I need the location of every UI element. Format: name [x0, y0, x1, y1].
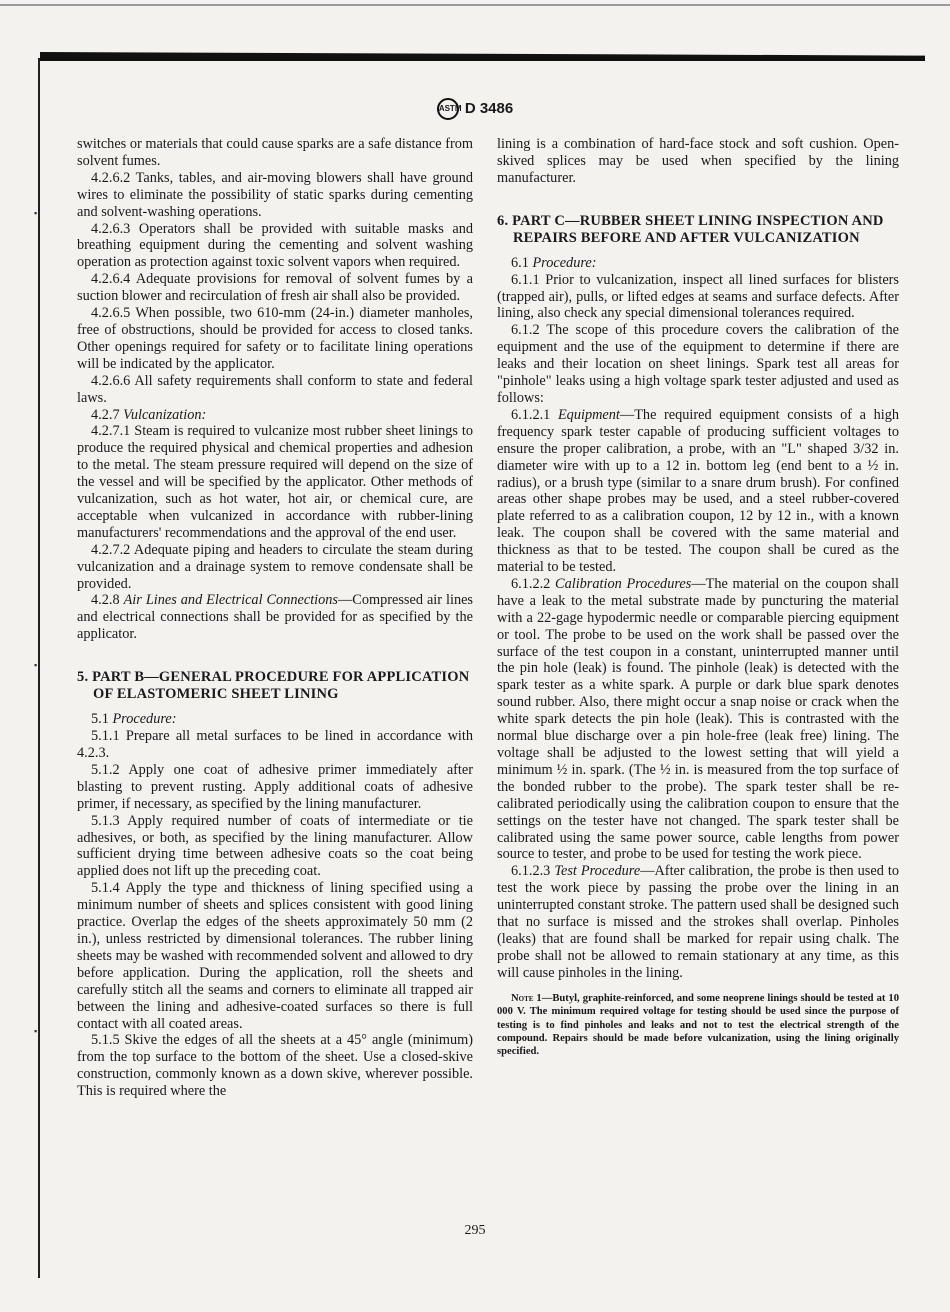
scan-speck: ▪: [34, 208, 38, 218]
section-title: Calibration Procedures: [555, 575, 692, 592]
note-label: Note 1: [511, 992, 542, 1004]
paragraph-4-2-6-4: 4.2.6.4 Adequate provisions for removal of solvent fumes by a suction blower and recirculation of fresh air shall also be provided.: [77, 271, 473, 305]
paragraph-6-1-2-3: [497, 863, 899, 981]
paragraph-5-1-3: 5.1.3 Apply required number of coats of intermediate or tie adhesives, or both, as specified by the lining manufacturer. Allow sufficient drying time between adhesive coats so the coat being applied does not lift up the preceding coat.: [77, 812, 473, 880]
note-1: [497, 992, 899, 1059]
paragraph-6-1-1: 6.1.1 Prior to vulcanization, inspect all lined surfaces for blisters (trapped air), pulls, or lifted edges at seams and surface defects. After lining, also check any special dimensional tolerances required.: [497, 271, 899, 322]
paragraph-text: —The material on the coupon shall have a leak to the metal substrate made by puncturing the material with a 22-gage hypodermic needle or comparable piercing equipment or tool. The probe to be used on the work shall be passed over the surface of the test coupon in a constant, uninterrupted manner until the pin hole (leak) is found. The pinhole (leak) is detected with the spark tester as a white spark. A purple or dark blue spark denotes sound rubber. Also, there might occur a snap noise or crack when the white spark detects the pin hole (leak). This is contrasted with the normal blue discharge over a pin hole-free (leak free) lining. The voltage shall be adjusted to the lowest setting that will yield a minimum ½ in. spark. (The ½ in. is measured from the top surface of the bonded rubber to the probe). The spark tester shall be re-calibrated periodically using the calibration coupon to ensure that the settings on the tester have not changed. The spark tester shall be calibrated using the same power source, cable lengths from power source to tester, and probe to be used for testing the work piece.: [497, 575, 899, 863]
paragraph-4-2-8: [77, 592, 473, 643]
section-title: Air Lines and Electrical Connections: [123, 592, 338, 609]
section-6-heading: 6. PART C—RUBBER SHEET LINING INSPECTION AND REPAIRS BEFORE AND AFTER VULCANIZATION: [497, 212, 884, 246]
paragraph: lining is a combination of hard-face stock and soft cushion. Open-skived splices may be used when specified by the lining manufacturer.: [497, 136, 899, 186]
section-title: Vulcanization:: [123, 406, 207, 423]
section-5-heading: 5. PART B—GENERAL PROCEDURE FOR APPLICATION OF ELASTOMERIC SHEET LINING: [77, 669, 470, 703]
paragraph-6-1-2: 6.1.2 The scope of this procedure covers the calibration of the equipment and the use of the equipment to determine if there are leaks and their location on sheet linings. Spark test all areas for "pinhole" leaks using a high voltage spark tester adjusted and used as follows:: [497, 322, 899, 406]
subsection-5-1: [77, 711, 473, 728]
section-number: 4.2.7: [91, 406, 120, 423]
binding-edge-rule: [38, 58, 40, 1278]
paragraph-5-1-4: 5.1.4 Apply the type and thickness of lining specified using a minimum number of sheets and splices consistent with good lining practice. Overlap the edges of the sheets approximately 50 mm (2 in.), unless restricted by dimensional tolerances. The rubber lining sheets may be washed with recommended solvent and allowed to dry before application. During the application, roll the sheets and carefully stitch all the seams and corners to eliminate all trapped air between the lining and adhesive-coated surfaces so there is full contact with all coated areas.: [77, 880, 473, 1032]
paragraph: switches or materials that could cause sparks are a safe distance from solvent fumes.: [77, 136, 473, 169]
section-number: 4.2.8: [91, 592, 120, 609]
section-number: 6.1.2.3: [511, 863, 551, 880]
note-text: —Butyl, graphite-reinforced, and some neoprene linings should be tested at 10 000 V. The minimum required voltage for testing should be used since the purpose of testing is to find pinholes and leaks and not to test the electrical strength of the compound. Repairs should be made before vulcanization, using the lining originally specified.: [497, 992, 899, 1058]
paragraph-text: —After calibration, the probe is then used to test the work piece by passing the probe over the lining in an uninterrupted constant stroke. The pattern used shall be designed such that no surface is missed and the strokes shall overlap. Pinholes (leaks) that are found shall be marked for repair using chalk. The probe shall not be allowed to remain stationary at any time, as this will cause pinholes in the lining.: [497, 863, 899, 981]
section-number: 5.1: [91, 711, 109, 728]
paragraph-5-1-5: 5.1.5 Skive the edges of all the sheets at a 45° angle (minimum) from the top surface to the bottom of the sheet. Use a closed-skive construction, commonly known as a down skive, wherever possible. This is required where the: [77, 1032, 473, 1100]
subsection-4-2-7: [77, 407, 473, 424]
paragraph-5-1-1: 5.1.1 Prepare all metal surfaces to be lined in accordance with 4.2.3.: [77, 728, 473, 761]
paragraph-5-1-2: 5.1.2 Apply one coat of adhesive primer immediately after blasting to prevent rusting. Apply additional coats of adhesive primer, if necessary, as specified by the lining manufacturer.: [77, 761, 473, 812]
paragraph-6-1-2-1: [497, 407, 899, 576]
left-column: [77, 136, 473, 1100]
paragraph-text: —The required equipment consists of a high frequency spark tester capable of producing sufficient voltages to ensure the proper calibration, a probe, with an "L" shaped 3/32 in. diameter wire with up to a 12 in. bottom leg (end bent to a ½ in. radius), or a brush type (similar to a snare drum brush). For confined areas other shape probes may be used, and a steel rubber-covered plate referred to as a calibration coupon, 12 by 12 in., with a known leak. The coupon shall be covered with the same material and thickness as that to be tested. The coupon shall be cured as the material to be tested.: [497, 406, 899, 576]
section-number: 6.1: [511, 254, 529, 271]
paragraph-4-2-6-6: 4.2.6.6 All safety requirements shall conform to state and federal laws.: [77, 372, 473, 406]
paragraph-6-1-2-2: [497, 576, 899, 863]
astm-logo-icon: ASTM: [437, 98, 459, 120]
paragraph-4-2-6-2: 4.2.6.2 Tanks, tables, and air-moving blowers shall have ground wires to eliminate the possibility of static sparks during cementing and solvent-washing operations.: [77, 169, 473, 220]
subsection-6-1: [497, 255, 899, 272]
paragraph-4-2-7-2: 4.2.7.2 Adequate piping and headers to circulate the steam during vulcanization and a drainage system to remove condensate shall be provided.: [77, 541, 473, 592]
page-number: 295: [464, 1223, 486, 1238]
section-title: Equipment: [557, 406, 620, 423]
scan-speck: ▪: [34, 660, 38, 670]
scan-edge-line: [0, 4, 950, 6]
section-title: Test Procedure: [554, 863, 641, 880]
right-column: [497, 136, 899, 1059]
section-title: Procedure:: [532, 254, 597, 271]
paragraph-text: —Compressed air lines and electrical connections shall be provided for as specified by the applicator.: [77, 592, 473, 643]
standard-designation: D 3486: [464, 99, 514, 117]
section-title: Procedure:: [112, 711, 177, 728]
paragraph-4-2-6-3: 4.2.6.3 Operators shall be provided with suitable masks and breathing equipment during the cementing and solvent washing operation as protection against toxic solvent vapors when required.: [77, 220, 473, 271]
paragraph-4-2-7-1: 4.2.7.1 Steam is required to vulcanize most rubber sheet linings to produce the required physical and chemical properties and adhesion to the metal. The steam pressure required will depend on the size of the vessel and will be specified by the applicator. Other methods of vulcanization, such as hot water, hot air, or chemical cure, are acceptable when vulcanized in accordance with rubber-lining manufacturers' recommendations and the approval of the end user.: [77, 423, 473, 541]
section-number: 6.1.2.1: [511, 406, 551, 423]
section-number: 6.1.2.2: [511, 575, 551, 592]
page-header: [0, 98, 950, 120]
header-rule: [40, 52, 925, 61]
paragraph-4-2-6-5: 4.2.6.5 When possible, two 610-mm (24-in.) diameter manholes, free of obstructions, should be provided for access to closed tanks. Other openings required for safety or to facilitate lining operations will be indicated by the applicator.: [77, 305, 473, 372]
scan-speck: ▪: [34, 1026, 38, 1036]
